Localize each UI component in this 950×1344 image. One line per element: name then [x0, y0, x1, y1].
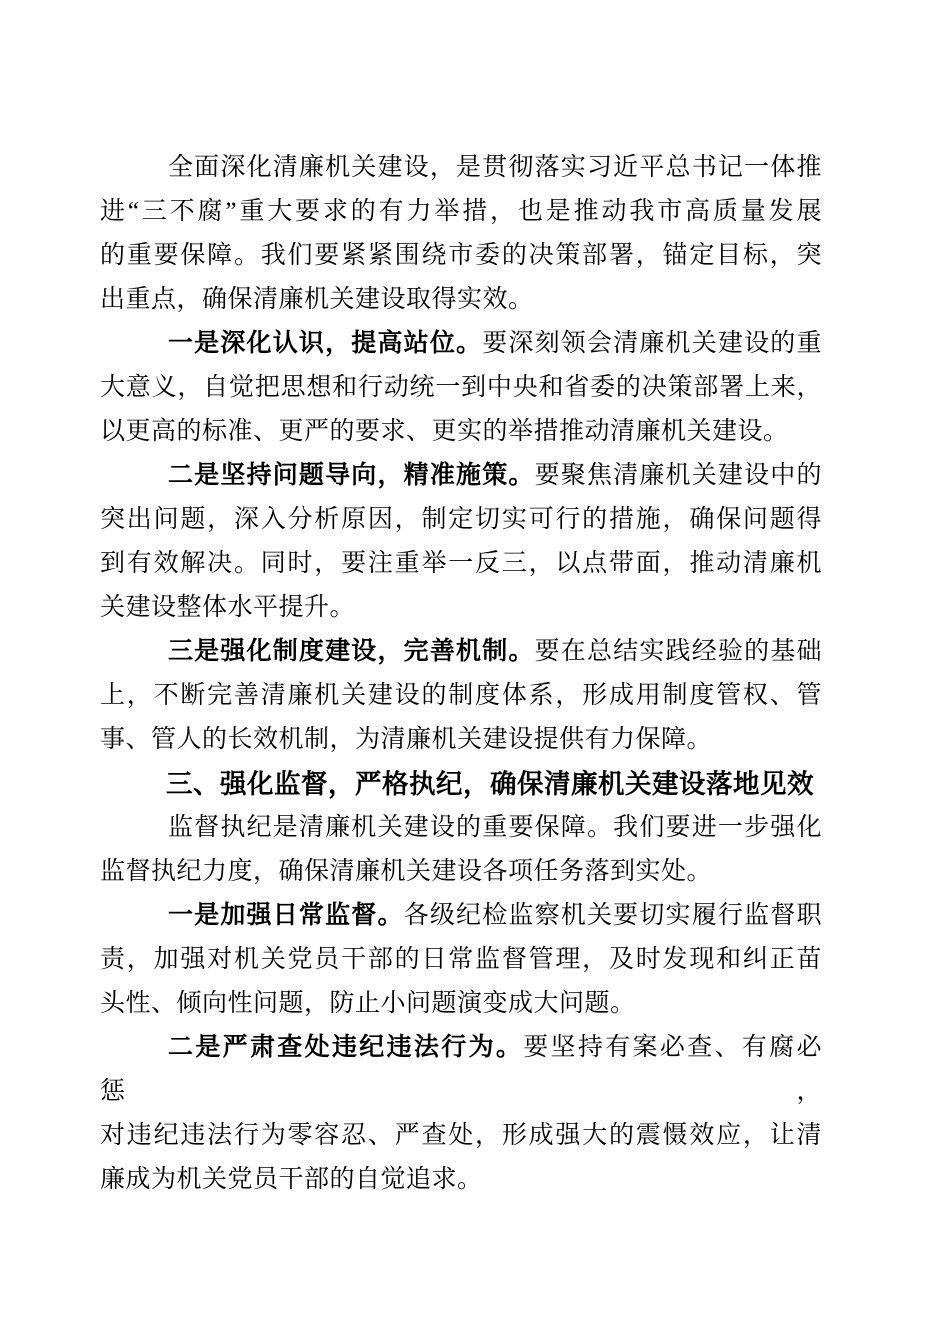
text-line: 到有效解决。同时，要注重举一反三，以点带面，推动清廉机: [100, 550, 822, 577]
text-line: [100, 454, 822, 498]
text-line: 大意义，自觉把思想和行动统一到中央和省委的决策部署上来，: [100, 374, 822, 401]
bold-lead: 二是严肃查处违纪违法行为。: [168, 1034, 524, 1061]
paragraph: [100, 806, 822, 894]
line-rest: 要聚焦清廉机关建设中的: [534, 462, 822, 489]
line-rest: 各级纪检监察机关要切实履行监督职: [403, 902, 822, 929]
bold-lead: 一是深化认识，提高站位。: [168, 330, 483, 357]
text-line: 突出问题，深入分析原因，制定切实可行的措施，确保问题得: [100, 506, 822, 533]
text-line: [100, 894, 822, 938]
text-line: [100, 1026, 822, 1114]
text-line: 以更高的标准、更严的要求、更实的举措推动清廉机关建设。: [100, 418, 789, 445]
text-line: 上，不断完善清廉机关建设的制度体系，形成用制度管权、管: [100, 682, 822, 709]
paragraph: [100, 322, 822, 454]
paragraph: [100, 1026, 822, 1202]
text-line: 的重要保障。我们要紧紧围绕市委的决策部署，锚定目标，突: [100, 242, 822, 269]
bold-lead: 三是强化制度建设，完善机制。: [168, 638, 535, 665]
text-line: 头性、倾向性问题，防止小问题演变成大问题。: [100, 990, 636, 1017]
text-line: 监督执纪是清廉机关建设的重要保障。我们要进一步强化: [168, 814, 822, 841]
text-line: 廉成为机关党员干部的自觉追求。: [100, 1166, 483, 1193]
bold-lead: 二是坚持问题导向，精准施策。: [168, 462, 535, 489]
text-line: 出重点，确保清廉机关建设取得实效。: [100, 286, 534, 313]
text-line: 进“三不腐”重大要求的有力举措，也是推动我市高质量发展: [100, 198, 822, 225]
text-line: 监督执纪力度，确保清廉机关建设各项任务落到实处。: [100, 858, 713, 885]
text-line: 对违纪违法行为零容忍、严查处，形成强大的震慑效应，让清: [100, 1122, 822, 1149]
text-line: [100, 322, 822, 366]
line-rest: 要在总结实践经验的基础: [534, 638, 822, 665]
paragraph: [100, 894, 822, 1026]
text-line: 关建设整体水平提升。: [100, 594, 356, 621]
line-rest: 要深刻领会清廉机关建设的重: [482, 330, 822, 357]
paragraph: [100, 630, 822, 762]
section-heading: 三、强化监督，严格执纪，确保清廉机关建设落地见效: [166, 769, 814, 799]
text-line: 全面深化清廉机关建设，是贯彻落实习近平总书记一体推: [168, 154, 822, 181]
text-line: 事、管人的长效机制，为清廉机关建设提供有力保障。: [100, 726, 713, 753]
document-body: [100, 146, 822, 1202]
line-rest: 要坚持有案必查、有腐必惩，: [100, 1034, 822, 1105]
text-line: [100, 630, 822, 674]
paragraph: [100, 454, 822, 630]
text-line: 责，加强对机关党员干部的日常监督管理，及时发现和纠正苗: [100, 946, 822, 973]
paragraph: [100, 146, 822, 322]
bold-lead: 一是加强日常监督。: [168, 902, 404, 929]
